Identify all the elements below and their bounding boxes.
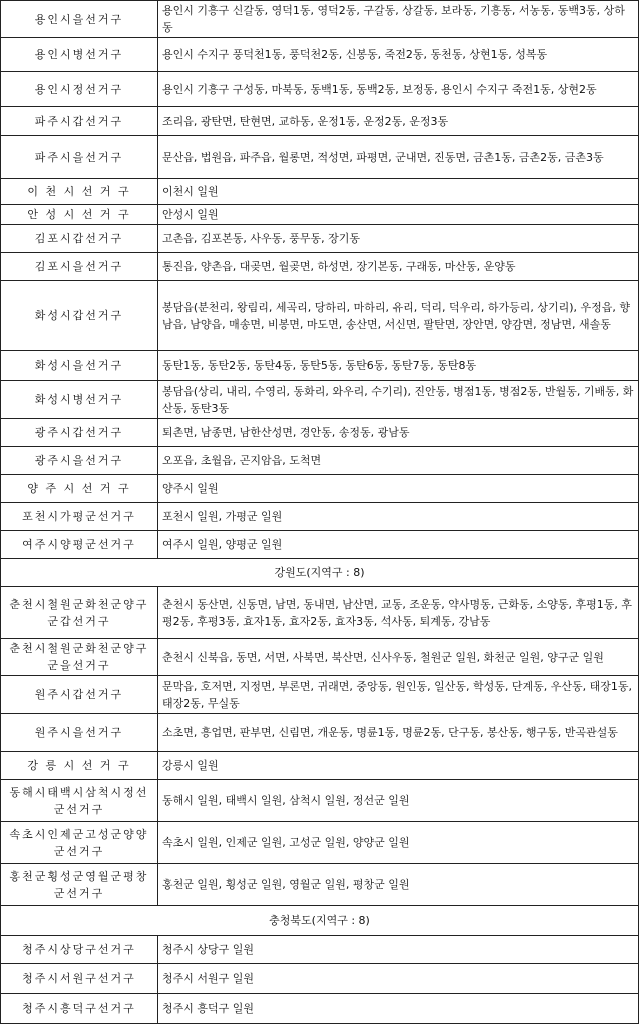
district-area: 속초시 일원, 인제군 일원, 고성군 일원, 양양군 일원 [158,822,639,864]
table-row [1,475,639,503]
district-name: 파주시갑선거구 [1,107,158,136]
district-name: 광주시을선거구 [1,447,158,475]
district-name: 여주시양평군선거구 [1,531,158,559]
district-name: 화성시을선거구 [1,351,158,381]
table-row [1,964,639,994]
district-area: 용인시 수지구 풍덕천1동, 풍덕천2동, 신봉동, 죽전2동, 동천동, 상현1동, 성복동 [158,38,639,72]
district-name: 양 주 시 선 거 구 [1,475,158,503]
district-area: 봉담읍(상리, 내리, 수영리, 동화리, 와우리, 수기리), 진안동, 병점1동, 병점2동, 반월동, 기배동, 화산동, 동탄3동 [158,381,639,419]
table-row [1,381,639,419]
district-name: 용인시을선거구 [1,1,158,38]
district-area: 고촌읍, 김포본동, 사우동, 풍무동, 장기동 [158,225,639,253]
district-area: 양주시 일원 [158,475,639,503]
district-area: 용인시 기흥구 구성동, 마북동, 동백1동, 동백2동, 보정동, 용인시 수지구 죽전1동, 상현2동 [158,72,639,107]
district-name: 광주시갑선거구 [1,419,158,447]
district-area: 홍천군 일원, 횡성군 일원, 영월군 일원, 평창군 일원 [158,864,639,906]
district-name: 포천시가평군선거구 [1,503,158,531]
section-header-row [1,559,639,587]
district-area: 포천시 일원, 가평군 일원 [158,503,639,531]
district-area: 용인시 기흥구 신갈동, 영덕1동, 영덕2동, 구갈동, 상갈동, 보라동, 기흥동, 서농동, 동백3동, 상하동 [158,1,639,38]
district-area: 청주시 서원구 일원 [158,964,639,994]
district-name: 홍천군횡성군영월군평창군선거구 [1,864,158,906]
district-name: 화성시병선거구 [1,381,158,419]
district-name: 속초시인제군고성군양양군선거구 [1,822,158,864]
district-area: 청주시 상당구 일원 [158,936,639,964]
table-row [1,447,639,475]
table-row [1,936,639,964]
district-area: 조리읍, 광탄면, 탄현면, 교하동, 운정1동, 운정2동, 운정3동 [158,107,639,136]
table-row [1,864,639,906]
district-name: 용인시병선거구 [1,38,158,72]
district-area: 문막읍, 호저면, 지정면, 부론면, 귀래면, 중앙동, 원인동, 일산동, 학성동, 단계동, 우산동, 태장1동, 태장2동, 무실동 [158,676,639,714]
district-name: 화성시갑선거구 [1,281,158,351]
district-area: 춘천시 신북읍, 동면, 서면, 사북면, 북산면, 신사우동, 철원군 일원, 화천군 일원, 양구군 일원 [158,639,639,676]
district-name: 김포시갑선거구 [1,225,158,253]
table-row [1,994,639,1024]
district-table-body [1,1,639,1024]
district-area: 소초면, 흥업면, 판부면, 신림면, 개운동, 명륜1동, 명륜2동, 단구동, 봉산동, 행구동, 반곡관설동 [158,714,639,752]
district-area: 안성시 일원 [158,205,639,225]
district-name: 김포시을선거구 [1,253,158,281]
section-header-row [1,906,639,936]
district-area: 동해시 일원, 태백시 일원, 삼척시 일원, 정선군 일원 [158,780,639,822]
table-row [1,676,639,714]
district-name: 춘천시철원군화천군양구군을선거구 [1,639,158,676]
district-area: 춘천시 동산면, 신동면, 남면, 동내면, 남산면, 교동, 조운동, 약사명동, 근화동, 소양동, 후평1동, 후평2동, 후평3동, 효자1동, 효자2동, 효자3동, 석사동, 퇴계동, 강남동 [158,587,639,639]
table-row [1,714,639,752]
table-row [1,38,639,72]
table-row [1,136,639,179]
table-row [1,752,639,780]
table-row [1,780,639,822]
table-row [1,225,639,253]
district-name: 청주시서원구선거구 [1,964,158,994]
district-name: 파주시을선거구 [1,136,158,179]
table-row [1,587,639,639]
table-row [1,253,639,281]
table-row [1,179,639,205]
district-name: 청주시상당구선거구 [1,936,158,964]
district-area: 오포읍, 초월읍, 곤지암읍, 도척면 [158,447,639,475]
district-name: 안 성 시 선 거 구 [1,205,158,225]
district-name: 원주시갑선거구 [1,676,158,714]
district-name: 청주시흥덕구선거구 [1,994,158,1024]
district-area: 문산읍, 법원읍, 파주읍, 월롱면, 적성면, 파평면, 군내면, 진동면, 금촌1동, 금촌2동, 금촌3동 [158,136,639,179]
table-row [1,351,639,381]
table-row [1,107,639,136]
table-row [1,205,639,225]
district-area: 여주시 일원, 양평군 일원 [158,531,639,559]
district-name: 원주시을선거구 [1,714,158,752]
district-area: 청주시 흥덕구 일원 [158,994,639,1024]
table-row [1,822,639,864]
district-area: 동탄1동, 동탄2동, 동탄4동, 동탄5동, 동탄6동, 동탄7동, 동탄8동 [158,351,639,381]
district-name: 춘천시철원군화천군양구군갑선거구 [1,587,158,639]
table-row [1,639,639,676]
table-row [1,531,639,559]
section-title: 충청북도(지역구 : 8) [1,906,639,936]
section-title: 강원도(지역구 : 8) [1,559,639,587]
district-area: 봉담읍(분천리, 왕림리, 세곡리, 당하리, 마하리, 유리, 덕리, 덕우리, 하가등리, 상기리), 우정읍, 향남읍, 남양읍, 매송면, 비봉면, 마도면, 송산면, 서신면, 팔탄면, 장안면, 양감면, 정남면, 새솔동 [158,281,639,351]
table-row [1,72,639,107]
table-row [1,503,639,531]
district-name: 강 릉 시 선 거 구 [1,752,158,780]
district-area: 강릉시 일원 [158,752,639,780]
table-row [1,281,639,351]
district-area: 통진읍, 양촌읍, 대곶면, 월곶면, 하성면, 장기본동, 구래동, 마산동, 운양동 [158,253,639,281]
table-row [1,1,639,38]
district-name: 동해시태백시삼척시정선군선거구 [1,780,158,822]
table-row [1,419,639,447]
district-area: 퇴촌면, 남종면, 남한산성면, 경안동, 송정동, 광남동 [158,419,639,447]
district-name: 용인시정선거구 [1,72,158,107]
district-area: 이천시 일원 [158,179,639,205]
district-name: 이 천 시 선 거 구 [1,179,158,205]
